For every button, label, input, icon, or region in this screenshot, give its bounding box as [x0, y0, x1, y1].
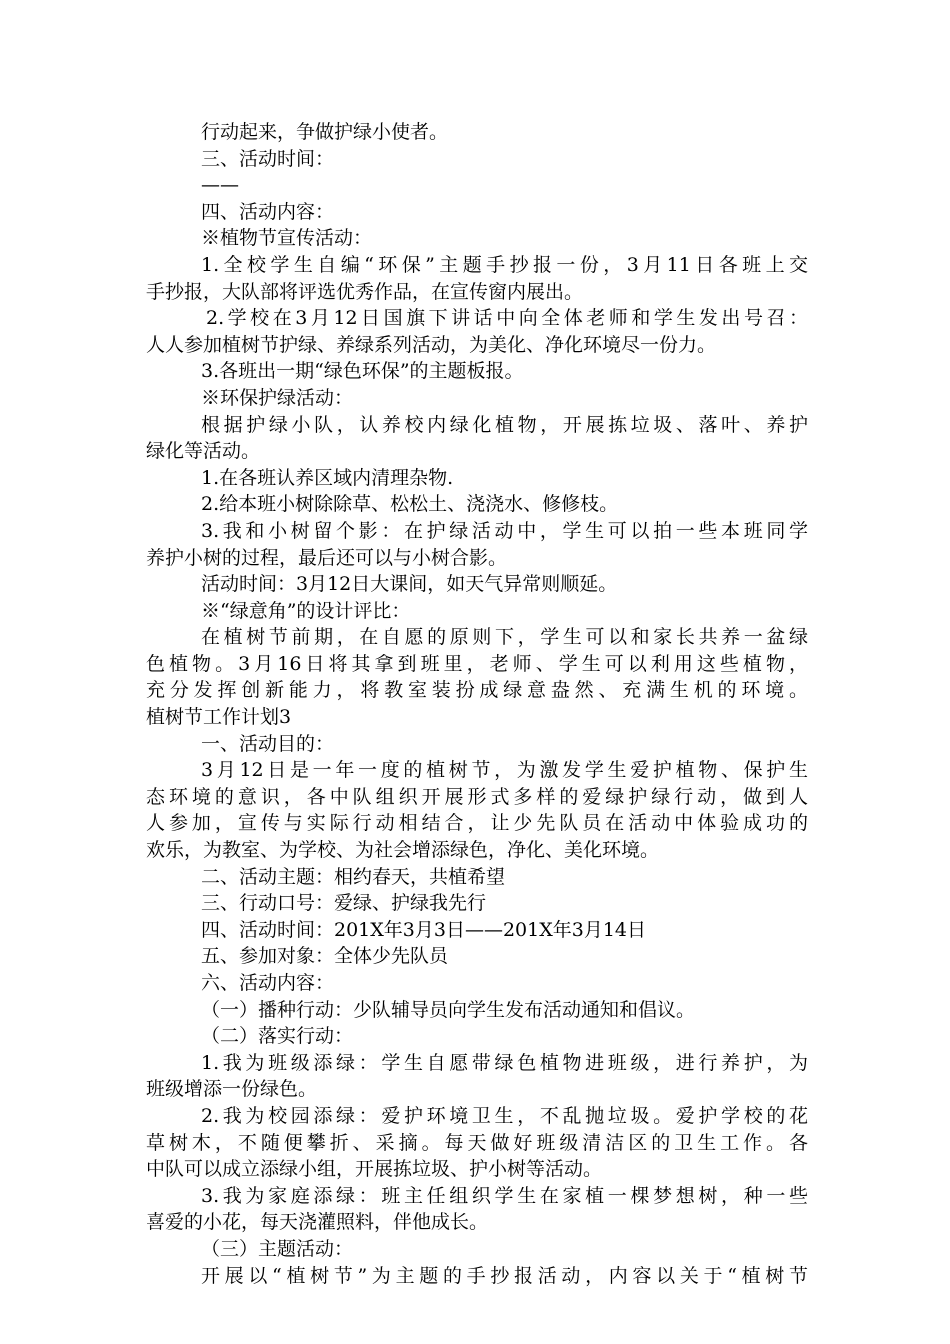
text-line: 3.我为家庭添绿：班主任组织学生在家植一棵梦想树，种一些: [201, 1184, 808, 1207]
text-line: 中队可以成立添绿小组，开展拣垃圾、护小树等活动。: [146, 1158, 603, 1181]
text-line: 三、活动时间：: [201, 147, 335, 170]
text-line: 活动时间：3月12日大课间，如天气异常则顺延。: [201, 573, 618, 596]
text-line: 草树木，不随便攀折、采摘。每天做好班级清洁区的卫生工作。各: [146, 1131, 808, 1154]
text-line: 手抄报，大队部将评选优秀作品，在宣传窗内展出。: [146, 280, 584, 303]
text-line: （一）播种行动：少队辅导员向学生发布活动通知和倡议。: [201, 998, 696, 1021]
text-line: 六、活动内容：: [201, 972, 335, 994]
text-line: 充分发挥创新能力，将教室装扮成绿意盎然、充满生机的环境。: [146, 679, 808, 702]
text-line: ——: [201, 174, 239, 197]
text-line: 根据护绿小队，认养校内绿化植物，开展拣垃圾、落叶、养护: [201, 413, 808, 436]
text-line: 在植树节前期，在自愿的原则下，学生可以和家长共养一盆绿: [201, 626, 808, 649]
text-line: ※环保护绿活动：: [201, 386, 354, 409]
text-line: 四、活动内容：: [201, 200, 335, 223]
text-line: 2.我为校园添绿：爱护环境卫生，不乱抛垃圾。爱护学校的花: [201, 1104, 808, 1127]
text-line: 1.在各班认养区域内清理杂物.: [201, 466, 454, 489]
text-line: 五、参加对象：全体少先队员: [201, 945, 449, 968]
text-line: 开展以“植树节”为主题的手抄报活动，内容以关于“植树节: [201, 1264, 808, 1287]
text-line: 3.我和小树留个影：在护绿活动中，学生可以拍一些本班同学: [201, 519, 808, 542]
text-line: ※植物节宣传活动：: [201, 227, 373, 250]
text-line: 绿化等活动。: [146, 440, 261, 463]
text-line: 一、活动目的：: [201, 732, 335, 755]
text-line: 色植物。3月16日将其拿到班里，老师、学生可以利用这些植物，: [146, 652, 808, 675]
text-line: 1.全校学生自编“环保”主题手抄报一份，3月11日各班上交: [201, 253, 808, 276]
text-line: 1.我为班级添绿：学生自愿带绿色植物进班级，进行养护，为: [201, 1051, 808, 1074]
text-line: 人人参加植树节护绿、养绿系列活动，为美化、净化环境尽一份力。: [146, 333, 717, 356]
text-line: 2.给本班小树除除草、松松土、浇浇水、修修枝。: [201, 493, 619, 516]
text-line: 二、活动主题：相约春天，共植希望: [201, 865, 506, 888]
text-line: 2.学校在3月12日国旗下讲话中向全体老师和学生发出号召：: [206, 307, 808, 330]
text-line: （二）落实行动：: [201, 1025, 354, 1048]
text-line: 欢乐，为教室、为学校、为社会增添绿色，净化、美化环境。: [146, 839, 660, 862]
text-line: 3月12日是一年一度的植树节，为激发学生爱护植物、保护生: [201, 759, 808, 782]
text-line: 行动起来，争做护绿小使者。: [201, 121, 449, 143]
text-line: 人参加，宣传与实际行动相结合，让少先队员在活动中体验成功的: [146, 812, 808, 835]
text-line: 三、行动口号：爱绿、护绿我先行: [201, 892, 487, 915]
text-line: 3.各班出一期“绿色环保”的主题板报。: [201, 360, 524, 383]
text-line: 态环境的意识，各中队组织开展形式多样的爱绿护绿行动，做到人: [146, 785, 808, 808]
text-line: 喜爱的小花，每天浇灌照料，伴他成长。: [146, 1211, 489, 1234]
text-line: ※“绿意角”的设计评比：: [201, 599, 411, 622]
text-line: （三）主题活动：: [201, 1237, 354, 1260]
document-body: [146, 119, 808, 1289]
text-line: 四、活动时间：201X年3月3日——201X年3月14日: [201, 918, 647, 941]
text-line: 班级增添一份绿色。: [146, 1078, 318, 1101]
text-line: 养护小树的过程，最后还可以与小树合影。: [146, 546, 508, 569]
text-line: 植树节工作计划3: [146, 706, 292, 729]
